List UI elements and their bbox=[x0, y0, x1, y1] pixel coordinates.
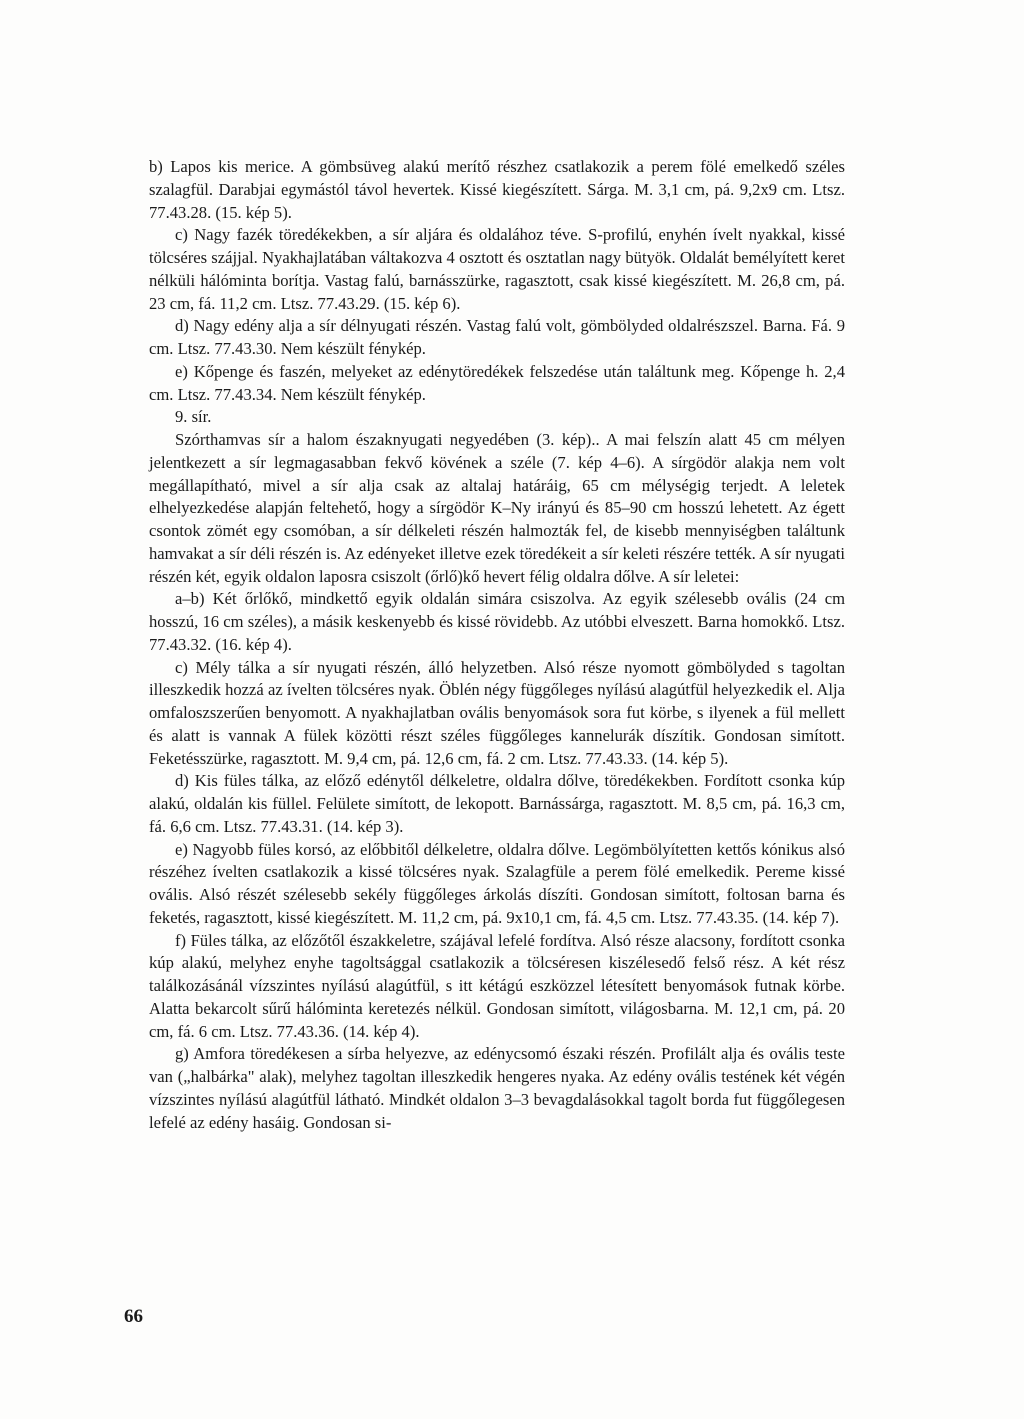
page-number: 66 bbox=[124, 1306, 143, 1327]
paragraph-f-fules-talka: f) Füles tálka, az előzőtől északkeletre, szájával lefelé fordítva. Alsó része alacsony, fordított csonka kúp alakú, melyhez enyhe tagoltsággal csatlakozik a tölcséresen kiszélesedő felső rész. A két rész találkozásánál vízszintes nyílású alagútfül, s itt kétágú eszközzel létesített benyomások futnak körbe. Alatta bekarcolt sűrű hálóminta keretezés nélkül. Gondosan simított, világosbarna. M. 12,1 cm, pá. 20 cm, fá. 6 cm. Ltsz. 77.43.36. (14. kép 4). bbox=[149, 930, 845, 1041]
paragraph-grave-description: Szórthamvas sír a halom északnyugati negyedében (3. kép).. A mai felszín alatt 45 cm mélyen jelentkezett a sír legmagasabban fekvő kövének a széle (7. kép 4–6). A sírgödör alakja nem volt megállapítható, mivel a sír alja csak az altalaj határáig, 65 cm mélységig terjedt. A leletek elhelyezkedése alapján feltehető, hogy a sírgödör K–Ny irányú és 85–90 cm hosszú lehetett. Az égett csontok zömét egy csomóban, a sír délkeleti részén halmozták fel, de kisebb mennyiségben találtunk hamvakat a sír déli részén is. Az edényeket illetve ezek töredékeit a sír keleti részére tették. A sír nyugati részén két, egyik oldalon laposra csiszolt (őrlő)kő hevert félig oldalra dőlve. A sír leletei: bbox=[149, 430, 845, 586]
paragraph-e-kopenge: e) Kőpenge és faszén, melyeket az edénytöredékek felszedése után találtunk meg. Kőpenge h. 2,4 cm. Ltsz. 77.43.34. Nem készült fénykép. bbox=[149, 361, 845, 404]
body-text bbox=[149, 156, 845, 1134]
section-heading-9-sir: 9. sír. bbox=[175, 407, 212, 427]
paragraph-e-nagyobb-fules-korso: e) Nagyobb füles korsó, az előbbitől délkeletre, oldalra dőlve. Legömbölyítetten kettős kónikus alsó részéhez ívelten csatlakozik a kissé tölcséres nyak. Szalagfüle a perem fölé emelkedik. Pereme kissé ovális. Alsó részét szélesebb sekély függőleges árkolás díszíti. Gondosan simított, foltosan barna és feketés, ragasztott, kissé kiegészített. M. 11,2 cm, pá. 9x10,1 cm, fá. 4,5 cm. Ltsz. 77.43.35. (14. kép 7). bbox=[149, 839, 845, 927]
paragraph-g-amfora: g) Amfora töredékesen a sírba helyezve, az edénycsomó északi részén. Profilált alja és ovális teste van („halbárka" alak), melyhez tagoltan illeszkedik hengeres nyaka. Az edény ovális testének két végén vízszintes nyílású alagútfül látható. Mindkét oldalon 3–3 bevagdalásokkal tagolt borda fut függőlegesen lefelé az edény hasáig. Gondosan si- bbox=[149, 1044, 845, 1132]
paragraph-c-nagy-fazek: c) Nagy fazék töredékekben, a sír aljára és oldalához téve. S-profilú, enyhén ívelt nyakkal, kissé tölcséres szájjal. Nyakhajlatában váltakozva 4 osztott és osztatlan nagy bütyök. Oldalát bemélyített keret nélküli hálóminta borítja. Vastag falú, barnásszürke, ragasztott, csak kissé kiegészített. M. 26,8 cm, pá. 23 cm, fá. 11,2 cm. Ltsz. 77.43.29. (15. kép 6). bbox=[149, 225, 845, 313]
paragraph-d-nagy-edeny-alja: d) Nagy edény alja a sír délnyugati részén. Vastag falú volt, gömbölyded oldalrészszel. Barna. Fá. 9 cm. Ltsz. 77.43.30. Nem készült fénykép. bbox=[149, 316, 845, 358]
paragraph-c-mely-talka: c) Mély tálka a sír nyugati részén, álló helyzetben. Alsó része nyomott gömbölyded s tagoltan illeszkedik hozzá az ívelten tölcséres nyak. Öblén négy függőleges nyílású alagútfül helyezkedik el. Alja omfaloszszerűen benyomott. A nyakhajlatban ovális benyomások sora fut körbe, s ilyenek a fül mellett és alatt is vannak A fülek közötti részt széles függőleges kannelurák díszítik. Gondosan simított. Feketésszürke, ragasztott. M. 9,4 cm, pá. 12,6 cm, fá. 2 cm. Ltsz. 77.43.33. (14. kép 5). bbox=[149, 657, 845, 768]
paragraph-a-b-orlokovek: a–b) Két őrlőkő, mindkettő egyik oldalán simára csiszolva. Az egyik szélesebb ovális (24 cm hosszú, 16 cm széles), a másik keskenyebb és kissé rövidebb. Az utóbbi elveszett. Barna homokkő. Ltsz. 77.43.32. (16. kép 4). bbox=[149, 589, 845, 654]
paragraph-d-kis-fules-talka: d) Kis füles tálka, az előző edénytől délkeletre, oldalra dőlve, töredékekben. Fordított csonka kúp alakú, oldalán kis füllel. Felülete simított, de lekopott. Barnássárga, ragasztott. M. 8,5 cm, pá. 16,3 cm, fá. 6,6 cm. Ltsz. 77.43.31. (14. kép 3). bbox=[149, 771, 845, 836]
paragraph-b-lapos-kis-merice: b) Lapos kis merice. A gömbsüveg alakú merítő részhez csatlakozik a perem fölé emelkedő széles szalagfül. Darabjai egymástól távol hevertek. Kissé kiegészített. Sárga. M. 3,1 cm, pá. 9,2x9 cm. Ltsz. 77.43.28. (15. kép 5). bbox=[149, 157, 845, 222]
